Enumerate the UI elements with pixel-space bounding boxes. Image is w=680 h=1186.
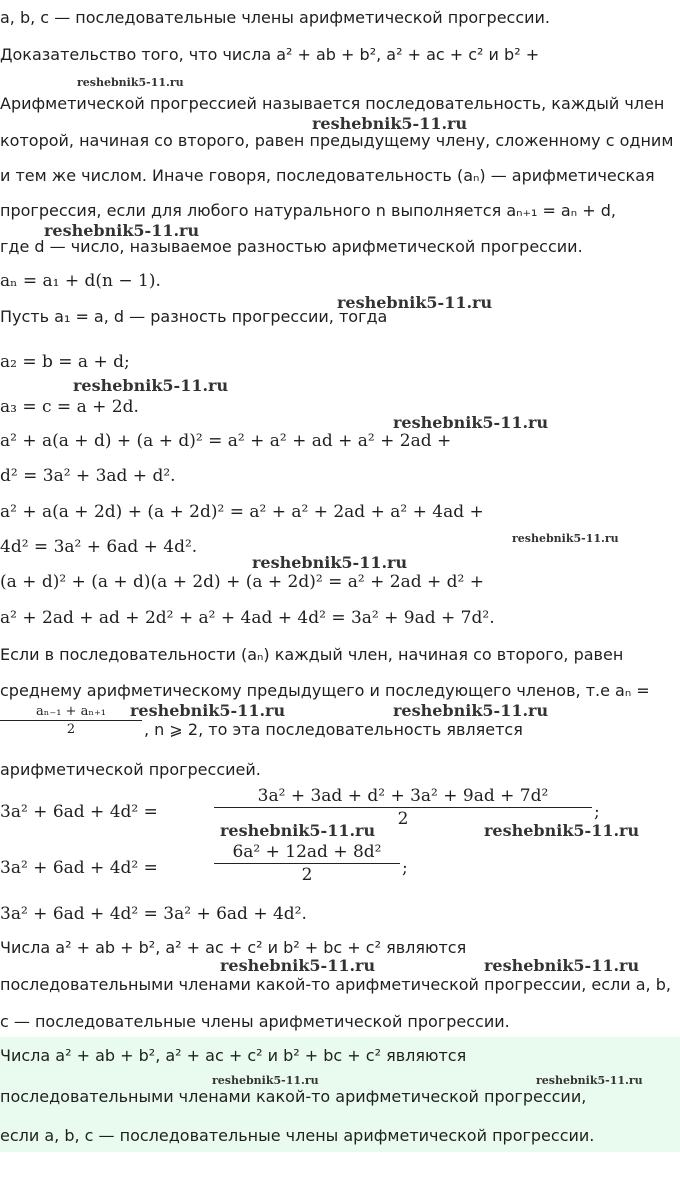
formula-line: a² + a(a + d) + (a + d)² = a² + a² + ad + a² + 2ad + xyxy=(0,431,452,451)
watermark: reshebnik5-11.ru xyxy=(212,1074,319,1087)
formula-line: 3a² + 6ad + 4d² = xyxy=(0,858,158,878)
text-line: арифметической прогрессией. xyxy=(0,760,261,779)
formula-line: a₃ = c = a + 2d. xyxy=(0,397,139,417)
text-line: среднему арифметическому предыдущего и последующего членов, т.е aₙ = xyxy=(0,681,650,700)
text-line: и тем же числом. Иначе говоря, последовательность (aₙ) — арифметическая xyxy=(0,166,655,185)
watermark: reshebnik5-11.ru xyxy=(484,821,640,840)
watermark: reshebnik5-11.ru xyxy=(512,532,619,545)
watermark: reshebnik5-11.ru xyxy=(130,701,286,720)
formula-line: a² + 2ad + ad + 2d² + a² + 4ad + 4d² = 3a² + 9ad + 7d². xyxy=(0,608,495,628)
watermark: reshebnik5-11.ru xyxy=(393,701,549,720)
text-line: последовательными членами какой-то арифметической прогрессии, если a, b, xyxy=(0,975,671,994)
answer-line: если a, b, c — последовательные члены арифметической прогрессии. xyxy=(0,1126,595,1145)
answer-line: последовательными членами какой-то арифметической прогрессии, xyxy=(0,1087,587,1106)
text-line: , n ⩾ 2, то эта последовательность является xyxy=(144,720,523,739)
watermark: reshebnik5-11.ru xyxy=(484,956,640,975)
mean-fraction xyxy=(0,704,142,737)
watermark: reshebnik5-11.ru xyxy=(220,956,376,975)
formula-line: 3a² + 6ad + 4d² = 3a² + 6ad + 4d². xyxy=(0,904,307,924)
simplified-fraction xyxy=(214,842,400,885)
watermark: reshebnik5-11.ru xyxy=(252,553,408,572)
formula-line: (a + d)² + (a + d)(a + 2d) + (a + 2d)² = a² + 2ad + d² + xyxy=(0,572,484,592)
text-line: c — последовательные члены арифметической прогрессии. xyxy=(0,1012,510,1031)
text-line: Числа a² + ab + b², a² + ac + c² и b² + bc + c² являются xyxy=(0,938,467,957)
text-line: которой, начиная со второго, равен предыдущему члену, сложенному с одним xyxy=(0,131,674,150)
fraction-denominator: 2 xyxy=(301,865,313,885)
fraction-denominator: 2 xyxy=(66,722,76,737)
watermark: reshebnik5-11.ru xyxy=(73,376,229,395)
fraction-numerator: aₙ₋₁ + aₙ₊₁ xyxy=(0,704,142,721)
text-line: Если в последовательности (aₙ) каждый член, начиная со второго, равен xyxy=(0,645,624,664)
answer-box xyxy=(0,1037,680,1152)
formula-line: a² + a(a + 2d) + (a + 2d)² = a² + a² + 2ad + a² + 4ad + xyxy=(0,502,484,522)
formula-line: aₙ = a₁ + d(n − 1). xyxy=(0,271,161,291)
fraction-numerator: 3a² + 3ad + d² + 3a² + 9ad + 7d² xyxy=(214,786,592,808)
text-line: Арифметической прогрессией называется последовательность, каждый член xyxy=(0,94,665,113)
answer-line: Числа a² + ab + b², a² + ac + c² и b² + bc + c² являются xyxy=(0,1046,467,1065)
text-line: Доказательство того, что числа a² + ab + b², a² + ac + c² и b² + xyxy=(0,45,540,64)
text-line: прогрессия, если для любого натурального n выполняется aₙ₊₁ = aₙ + d, xyxy=(0,201,616,220)
text-line: a, b, c — последовательные члены арифметической прогрессии. xyxy=(0,8,551,27)
text-line: Пусть a₁ = a, d — разность прогрессии, тогда xyxy=(0,307,388,326)
watermark: reshebnik5-11.ru xyxy=(44,221,200,240)
watermark: reshebnik5-11.ru xyxy=(337,293,493,312)
watermark: reshebnik5-11.ru xyxy=(536,1074,643,1087)
watermark: reshebnik5-11.ru xyxy=(312,114,468,133)
formula-line: ; xyxy=(402,858,408,878)
watermark: reshebnik5-11.ru xyxy=(77,76,184,89)
formula-line: 3a² + 6ad + 4d² = xyxy=(0,802,158,822)
formula-line: a₂ = b = a + d; xyxy=(0,352,130,372)
fraction-numerator: 6a² + 12ad + 8d² xyxy=(214,842,400,864)
formula-line: ; xyxy=(594,802,600,822)
text-line: где d — число, называемое разностью арифметической прогрессии. xyxy=(0,237,583,256)
watermark: reshebnik5-11.ru xyxy=(393,413,549,432)
watermark: reshebnik5-11.ru xyxy=(220,821,376,840)
formula-line: 4d² = 3a² + 6ad + 4d². xyxy=(0,537,198,557)
formula-line: d² = 3a² + 3ad + d². xyxy=(0,466,176,486)
fraction-denominator: 2 xyxy=(397,809,409,829)
